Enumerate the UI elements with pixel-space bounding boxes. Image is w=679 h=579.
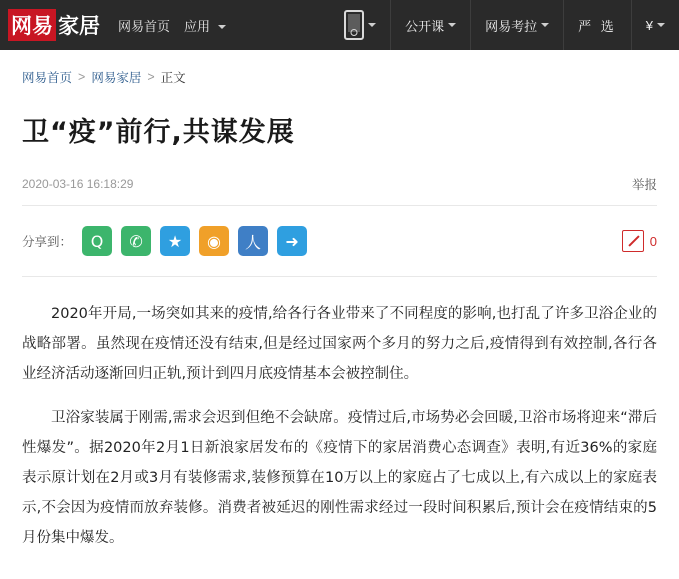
qq-share-icon[interactable]: Q <box>82 226 112 256</box>
nav-item-currency[interactable] <box>631 0 679 50</box>
comment-button[interactable] <box>622 230 657 252</box>
nav-item-mobile-app[interactable] <box>330 0 390 50</box>
nav-item-currency-label: ¥ <box>645 17 653 33</box>
share-row <box>22 226 657 277</box>
article-meta-row <box>22 175 657 206</box>
logo-red-text: 网易 <box>8 9 56 41</box>
nav-item-apps[interactable] <box>184 16 226 35</box>
nav-item-apps-label: 应用 <box>184 18 211 34</box>
article-paragraph: 卫浴家装属于刚需,需求会迟到但绝不会缺席。疫情过后,市场势必会回暖,卫浴市场将迎来“滞后性爆发”。据2020年2月1日新浪家居发布的《疫情下的家居消费心态调查》表明,有近36%的家庭表示原计划在2月或3月有装修需求,装修预算在10万以上的家庭占了七成以上,有六成以上的家庭表示,不会因为疫情而放弃装修。消费者被延迟的刚性需求经过一段时间积累后,预计会在疫情结束的5月份集中爆发。 <box>22 410 657 546</box>
nav-item-kaola[interactable] <box>470 0 563 50</box>
weibo-share-icon[interactable]: ◉ <box>199 226 229 256</box>
report-link[interactable]: 举报 <box>631 178 657 192</box>
article-paragraph: 2020年开局,一场突如其来的疫情,给各行各业带来了不同程度的影响,也打乱了许多卫浴企业的战略部署。虽然现在疫情还没有结束,但是经过国家两个多月的努力之后,疫情得到有效控制,各行各业经济活动逐渐回归正轨,预计到四月底疫情基本会被控制住。 <box>22 306 657 382</box>
top-navigation-bar <box>0 0 679 50</box>
logo-white-text: 家居 <box>58 14 100 38</box>
breadcrumb-current: 正文 <box>160 71 186 85</box>
wechat-share-icon[interactable]: ✆ <box>121 226 151 256</box>
chevron-down-icon <box>541 23 549 27</box>
breadcrumb-item-home-channel[interactable]: 网易家居 <box>91 71 142 85</box>
article-body <box>22 299 657 553</box>
nav-item-open-course[interactable] <box>390 0 470 50</box>
nav-item-homepage-label: 网易首页 <box>118 18 171 34</box>
nav-item-kaola-label: 网易考拉 <box>485 18 538 34</box>
nav-item-open-course-label: 公开课 <box>405 18 445 34</box>
chevron-down-icon <box>657 23 665 27</box>
site-logo[interactable] <box>0 0 110 50</box>
breadcrumb <box>22 50 657 86</box>
nav-left-group <box>110 0 226 50</box>
pen-icon <box>622 230 644 252</box>
chevron-down-icon <box>448 23 456 27</box>
breadcrumb-item-homepage[interactable]: 网易首页 <box>22 71 73 85</box>
page-content <box>0 50 679 553</box>
more-share-icon[interactable]: ➜ <box>277 226 307 256</box>
chevron-down-icon <box>368 23 376 27</box>
comment-count: 0 <box>649 233 657 249</box>
share-label: 分享到： <box>22 235 73 249</box>
breadcrumb-separator: > <box>147 70 155 84</box>
phone-icon <box>344 10 364 40</box>
chevron-down-icon <box>218 25 226 29</box>
nav-item-yanxuan-label: 严 选 <box>578 18 617 34</box>
page-title: 卫“疫”前行,共谋发展 <box>22 117 295 148</box>
breadcrumb-separator: > <box>78 70 86 84</box>
nav-item-yanxuan[interactable] <box>563 0 631 50</box>
renren-share-icon[interactable]: 人 <box>238 226 268 256</box>
nav-item-homepage[interactable] <box>118 16 170 35</box>
article-timestamp: 2020-03-16 16:18:29 <box>22 177 134 191</box>
share-icon-group <box>82 226 307 256</box>
nav-right-group <box>330 0 679 50</box>
favorite-share-icon[interactable]: ★ <box>160 226 190 256</box>
